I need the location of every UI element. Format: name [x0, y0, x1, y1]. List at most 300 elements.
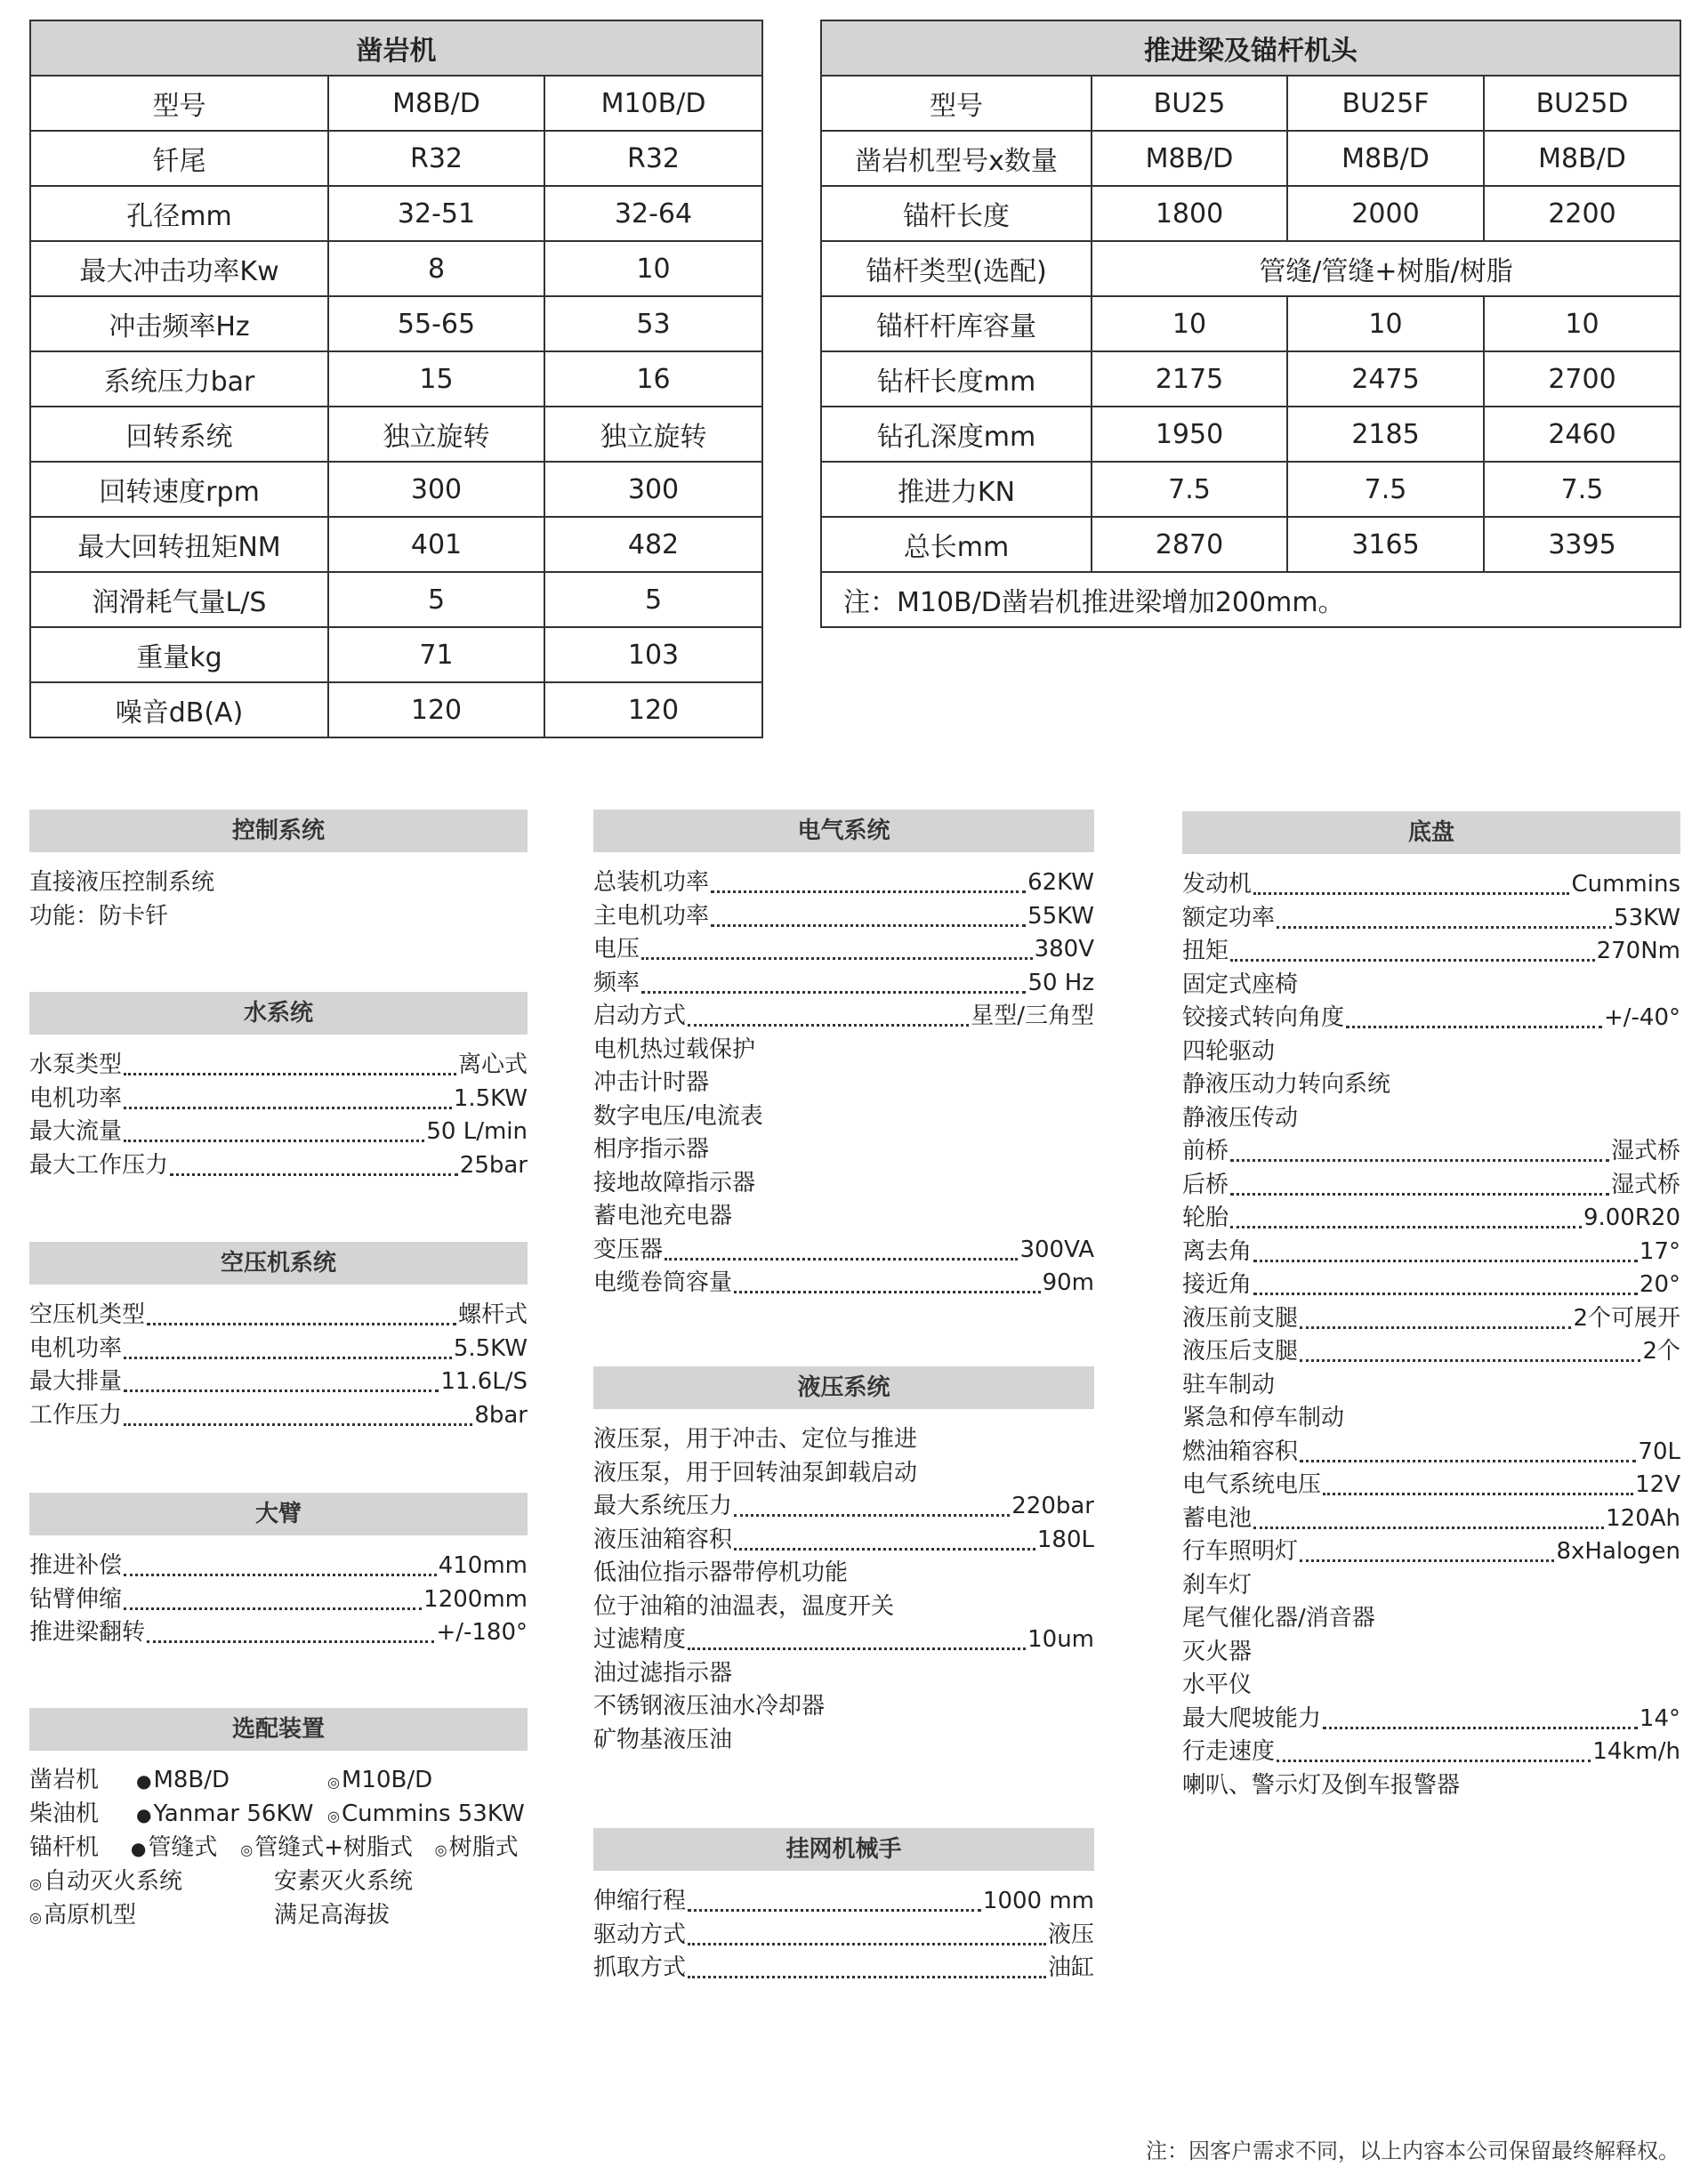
row-label: 推进力KN — [821, 462, 1092, 517]
spec-item — [593, 933, 1094, 967]
option-row — [29, 1831, 528, 1865]
option-row — [29, 1797, 528, 1831]
spec-item — [1182, 1135, 1680, 1169]
table-row — [821, 241, 1680, 296]
cell-value: 5 — [544, 572, 762, 627]
spec-label: 不锈钢液压油水冷却器 — [593, 1693, 826, 1720]
spec-item — [593, 1690, 1094, 1724]
spec-label: 行走速度 — [1182, 1738, 1276, 1765]
spec-value: 液压 — [1047, 1921, 1094, 1948]
row-label: 钎尾 — [30, 131, 328, 186]
spec-label: 启动方式 — [593, 1003, 687, 1029]
cell-value: 10 — [1287, 296, 1484, 351]
option-item: 安素灭火系统 — [274, 1868, 414, 1895]
spec-value: 8xHalogen — [1556, 1538, 1680, 1565]
spec-label: 喇叭、警示灯及倒车报警器 — [1182, 1771, 1461, 1799]
boom-title: 大臂 — [29, 1493, 528, 1535]
dot-leader — [1300, 1559, 1554, 1562]
cell-value: 32-64 — [544, 186, 762, 241]
spec-value: 12V — [1635, 1471, 1680, 1498]
spec-item — [29, 1399, 528, 1433]
option-item: ◎ Cummins 53KW — [327, 1797, 523, 1831]
dot-leader — [1253, 892, 1569, 895]
spec-value: 1.5KW — [453, 1084, 528, 1112]
spec-label: 最大流量 — [29, 1118, 123, 1145]
dot-leader — [734, 1514, 1010, 1517]
spec-label: 最大系统压力 — [593, 1493, 733, 1519]
spec-label: 总装机功率 — [593, 869, 710, 896]
option-row — [29, 1763, 528, 1797]
table-row — [30, 407, 762, 462]
hydraulic-system-section — [593, 1366, 1094, 1757]
cell-value: 2700 — [1484, 351, 1680, 407]
spec-label: 蓄电池充电器 — [593, 1203, 733, 1229]
dot-leader — [1253, 1260, 1638, 1262]
cell-value: 独立旋转 — [328, 407, 544, 462]
table-row — [821, 517, 1680, 572]
spec-value: 10um — [1027, 1626, 1094, 1653]
spec-label: 变压器 — [593, 1236, 664, 1263]
spec-item — [1182, 1569, 1680, 1603]
cell-value: 53 — [544, 296, 762, 351]
spec-value: 14° — [1639, 1704, 1680, 1732]
spec-item — [1182, 1302, 1680, 1336]
spec-label: 空压机类型 — [29, 1301, 146, 1328]
spec-item — [1182, 1402, 1680, 1436]
spec-label: 油过滤指示器 — [593, 1659, 733, 1687]
spec-value: 17° — [1639, 1237, 1680, 1265]
spec-value: 62KW — [1027, 869, 1094, 896]
cell-value: 401 — [328, 517, 544, 572]
spec-item — [1182, 1102, 1680, 1136]
spec-label: 四轮驱动 — [1182, 1037, 1276, 1065]
dot-leader — [1230, 1193, 1609, 1196]
dot-leader — [688, 1647, 1026, 1650]
spec-label: 液压前支腿 — [1182, 1304, 1299, 1332]
spec-item — [593, 1100, 1094, 1134]
table-row — [821, 131, 1680, 186]
spec-label: 驻车制动 — [1182, 1371, 1276, 1398]
cell-value: 16 — [544, 351, 762, 407]
cell-value: 3395 — [1484, 517, 1680, 572]
options-section — [29, 1708, 528, 1932]
spec-item — [593, 1167, 1094, 1201]
spec-label: 冲击计时器 — [593, 1069, 710, 1096]
spec-item — [593, 967, 1094, 1001]
spec-value: 53KW — [1614, 904, 1680, 931]
spec-item — [1182, 1169, 1680, 1203]
spec-value: 50 Hz — [1027, 969, 1094, 996]
spec-label: 推进补偿 — [29, 1552, 123, 1579]
table-row — [30, 572, 762, 627]
dot-leader — [1323, 1727, 1638, 1729]
spec-label: 离去角 — [1182, 1237, 1253, 1265]
option-item: 锚杆机 — [29, 1834, 100, 1861]
cell-value: 71 — [328, 627, 544, 682]
cell-value: 2000 — [1287, 186, 1484, 241]
option-row — [29, 1898, 528, 1932]
spec-item — [1182, 868, 1680, 902]
spec-item — [593, 1952, 1094, 1986]
spec-item — [1182, 1769, 1680, 1803]
option-item: ● M8B/D — [136, 1763, 327, 1797]
option-item: ◎ 自动灭火系统 — [29, 1865, 274, 1898]
cell-value: 2475 — [1287, 351, 1484, 407]
cell-value: 2185 — [1287, 407, 1484, 462]
spec-value: 离心式 — [457, 1051, 528, 1078]
dot-leader — [688, 1976, 1046, 1978]
spec-line-text: 直接液压控制系统 — [29, 869, 215, 896]
table-note-row — [821, 572, 1680, 627]
dot-leader — [147, 1323, 456, 1325]
spec-item — [593, 1885, 1094, 1919]
spec-value: 2个 — [1642, 1338, 1680, 1365]
net-manipulator-section — [593, 1828, 1094, 1986]
table-row — [821, 351, 1680, 407]
spec-label: 最大爬坡能力 — [1182, 1704, 1322, 1732]
table-row — [30, 682, 762, 737]
row-label: 回转系统 — [30, 407, 328, 462]
cell-value: M10B/D — [544, 76, 762, 131]
spec-value: Cummins — [1571, 871, 1680, 898]
dot-leader — [1253, 1527, 1604, 1529]
spec-label: 水泵类型 — [29, 1051, 123, 1078]
row-label: 型号 — [30, 76, 328, 131]
spec-value: 25bar — [459, 1151, 528, 1179]
dot-leader — [1230, 959, 1595, 962]
cell-value: 管缝/管缝+树脂/树脂 — [1092, 241, 1680, 296]
spec-item — [1182, 1035, 1680, 1069]
spec-item — [593, 1524, 1094, 1558]
option-item: 柴油机 — [29, 1800, 100, 1827]
cell-value: 1800 — [1092, 186, 1287, 241]
row-label: 系统压力bar — [30, 351, 328, 407]
cell-value: 2870 — [1092, 517, 1287, 572]
spec-label: 静液压动力转向系统 — [1182, 1071, 1391, 1098]
spec-label: 接近角 — [1182, 1271, 1253, 1298]
cell-value: 300 — [328, 462, 544, 517]
cell-value: 2460 — [1484, 407, 1680, 462]
spec-value: 270Nm — [1596, 938, 1680, 964]
row-label: 钻孔深度mm — [821, 407, 1092, 462]
spec-value: 300VA — [1019, 1236, 1094, 1263]
row-label: 孔径mm — [30, 186, 328, 241]
table-row — [821, 76, 1680, 131]
spec-value: 180L — [1036, 1526, 1094, 1553]
spec-item — [1182, 1602, 1680, 1636]
row-label: 锚杆类型(选配) — [821, 241, 1092, 296]
spec-item — [593, 1000, 1094, 1034]
spec-label: 扭矩 — [1182, 938, 1229, 964]
spec-value: 50 L/min — [426, 1118, 528, 1145]
cell-value: R32 — [328, 131, 544, 186]
cell-value: 10 — [544, 241, 762, 296]
spec-label: 最大工作压力 — [29, 1151, 169, 1179]
spec-item — [593, 1623, 1094, 1657]
cell-value: 7.5 — [1092, 462, 1287, 517]
spec-item — [593, 1133, 1094, 1167]
electrical-system-section — [593, 810, 1094, 1301]
spec-item — [29, 1583, 528, 1617]
spec-label: 伸缩行程 — [593, 1888, 687, 1914]
cell-value: 7.5 — [1484, 462, 1680, 517]
dot-leader — [1277, 926, 1612, 929]
option-item: 凿岩机 — [29, 1767, 100, 1793]
spec-value: 55KW — [1027, 902, 1094, 930]
spec-item — [1182, 935, 1680, 969]
spec-item — [29, 1299, 528, 1333]
spec-label: 刹车灯 — [1182, 1571, 1253, 1599]
cell-value: BU25D — [1484, 76, 1680, 131]
dot-leader — [124, 1423, 472, 1426]
spec-label: 固定式座椅 — [1182, 971, 1299, 998]
spec-label: 前桥 — [1182, 1138, 1229, 1164]
water-system-section — [29, 992, 528, 1182]
spec-value: 14km/h — [1592, 1738, 1680, 1765]
spec-item — [1182, 1736, 1680, 1769]
cell-value: M8B/D — [1092, 131, 1287, 186]
row-label: 冲击频率Hz — [30, 296, 328, 351]
spec-value: 9.00R20 — [1583, 1204, 1680, 1231]
spec-label: 接地故障指示器 — [593, 1169, 756, 1196]
spec-item — [29, 1149, 528, 1183]
spec-value: 湿式桥 — [1610, 1171, 1680, 1198]
electrical-system-title: 电气系统 — [593, 810, 1094, 852]
air-compressor-title: 空压机系统 — [29, 1242, 528, 1285]
spec-label: 低油位指示器带停机功能 — [593, 1559, 849, 1586]
dot-leader — [124, 1107, 452, 1109]
cell-value: 120 — [328, 682, 544, 737]
cell-value: 15 — [328, 351, 544, 407]
spec-item — [1182, 1703, 1680, 1736]
footer-disclaimer: 注：因客户需求不同，以上内容本公司保留最终解释权。 — [1146, 2139, 1680, 2163]
table-row — [30, 462, 762, 517]
table-row — [30, 186, 762, 241]
dot-leader — [1346, 1026, 1602, 1028]
spec-item — [29, 1083, 528, 1116]
spec-item — [1182, 1269, 1680, 1302]
cell-value: 7.5 — [1287, 462, 1484, 517]
option-row — [29, 1865, 528, 1898]
spec-item — [1182, 1335, 1680, 1369]
spec-item — [593, 1457, 1094, 1491]
cell-value: 5 — [328, 572, 544, 627]
spec-label: 发动机 — [1182, 871, 1253, 898]
spec-item — [1182, 1502, 1680, 1536]
dot-leader — [124, 1574, 437, 1576]
spec-label: 电机热过载保护 — [593, 1035, 756, 1063]
spec-label: 液压油箱容积 — [593, 1526, 733, 1553]
table-row — [30, 76, 762, 131]
spec-item — [593, 1724, 1094, 1758]
row-label: 回转速度rpm — [30, 462, 328, 517]
dot-leader — [1277, 1760, 1591, 1762]
cell-value: M8B/D — [1287, 131, 1484, 186]
feed-beam-table — [820, 20, 1681, 628]
spec-label: 蓄电池 — [1182, 1504, 1253, 1532]
spec-item — [29, 1365, 528, 1399]
dot-leader — [1253, 1293, 1638, 1295]
dot-leader — [124, 1073, 456, 1075]
spec-item — [593, 1423, 1094, 1457]
spec-item — [593, 1557, 1094, 1591]
spec-label: 相序指示器 — [593, 1136, 710, 1163]
feed-beam-title: 推进梁及锚杆机头 — [821, 20, 1680, 76]
spec-value: 1200mm — [423, 1585, 528, 1613]
spec-label: 驱动方式 — [593, 1921, 687, 1948]
spec-item — [1182, 1068, 1680, 1102]
spec-item — [29, 1616, 528, 1650]
table-row — [821, 296, 1680, 351]
dot-leader — [734, 1548, 1035, 1551]
spec-label: 轮胎 — [1182, 1204, 1229, 1231]
row-label: 钻杆长度mm — [821, 351, 1092, 407]
spec-label: 紧急和停车制动 — [1182, 1405, 1345, 1431]
dot-leader — [711, 890, 1026, 893]
dot-leader — [1300, 1460, 1636, 1462]
spec-value: 220bar — [1011, 1493, 1094, 1519]
spec-item — [1182, 1669, 1680, 1703]
row-label: 总长mm — [821, 517, 1092, 572]
spec-value: 20° — [1639, 1271, 1680, 1298]
row-label: 润滑耗气量L/S — [30, 572, 328, 627]
dot-leader — [641, 957, 1033, 960]
spec-label: 钻臂伸缩 — [29, 1585, 123, 1613]
dot-leader — [1323, 1493, 1633, 1495]
spec-item — [593, 1200, 1094, 1234]
cell-value: 10 — [1484, 296, 1680, 351]
row-label: 重量kg — [30, 627, 328, 682]
table-row — [821, 407, 1680, 462]
spec-item — [29, 1333, 528, 1366]
spec-item — [1182, 1636, 1680, 1670]
dot-leader — [124, 1607, 422, 1610]
table-row — [821, 186, 1680, 241]
row-label: 型号 — [821, 76, 1092, 131]
spec-label: 灭火器 — [1182, 1638, 1253, 1665]
spec-label: 位于油箱的油温表，温度开关 — [593, 1592, 895, 1620]
dot-leader — [1300, 1359, 1640, 1362]
dot-leader — [147, 1640, 434, 1643]
spec-item — [593, 1919, 1094, 1953]
spec-label: 过滤精度 — [593, 1626, 687, 1653]
spec-item — [593, 1490, 1094, 1524]
cell-value: R32 — [544, 131, 762, 186]
spec-item — [593, 1067, 1094, 1100]
spec-label: 频率 — [593, 969, 640, 996]
water-system-title: 水系统 — [29, 992, 528, 1035]
spec-value: 380V — [1034, 936, 1094, 963]
dot-leader — [170, 1173, 458, 1176]
spec-label: 矿物基液压油 — [593, 1726, 733, 1753]
spec-label: 主电机功率 — [593, 902, 710, 930]
spec-item — [593, 1591, 1094, 1624]
cell-value: 2175 — [1092, 351, 1287, 407]
spec-value: 8bar — [474, 1401, 528, 1429]
cell-value: 8 — [328, 241, 544, 296]
row-label: 凿岩机型号x数量 — [821, 131, 1092, 186]
spec-item — [1182, 969, 1680, 1003]
spec-item — [1182, 1202, 1680, 1236]
spec-label: 抓取方式 — [593, 1954, 687, 1981]
spec-label: 尾气催化器/消音器 — [1182, 1605, 1375, 1631]
dot-leader — [1300, 1326, 1571, 1329]
cell-value: 120 — [544, 682, 762, 737]
control-system-title: 控制系统 — [29, 810, 528, 852]
spec-item — [593, 1234, 1094, 1268]
cell-value: M8B/D — [1484, 131, 1680, 186]
spec-value: 湿式桥 — [1610, 1138, 1680, 1164]
spec-value: 11.6L/S — [440, 1368, 528, 1395]
table-row — [30, 517, 762, 572]
dot-leader — [641, 991, 1026, 994]
spec-line — [29, 900, 528, 934]
spec-value: 油缸 — [1047, 1954, 1094, 1981]
row-label: 锚杆杆库容量 — [821, 296, 1092, 351]
option-item: ◎ 树脂式 — [435, 1831, 528, 1865]
spec-value: 2个可展开 — [1573, 1304, 1680, 1332]
spec-label: 铰接式转向角度 — [1182, 1004, 1345, 1031]
cell-value: 独立旋转 — [544, 407, 762, 462]
option-item: ● Yanmar 56KW — [136, 1797, 327, 1831]
spec-item — [1182, 902, 1680, 936]
row-label: 锚杆长度 — [821, 186, 1092, 241]
cell-value: 103 — [544, 627, 762, 682]
dot-leader — [1230, 1226, 1582, 1229]
dot-leader — [124, 1140, 424, 1142]
spec-value: 90m — [1042, 1269, 1094, 1296]
option-item: ● 管缝式 — [131, 1831, 240, 1865]
spec-value: +/-180° — [436, 1619, 528, 1646]
cell-value: 32-51 — [328, 186, 544, 241]
control-system-section — [29, 810, 528, 933]
spec-label: 行车照明灯 — [1182, 1538, 1299, 1565]
table-row — [30, 241, 762, 296]
cell-value: 2200 — [1484, 186, 1680, 241]
spec-value: 120Ah — [1606, 1504, 1680, 1532]
spec-label: 工作压力 — [29, 1401, 123, 1429]
cell-value: 3165 — [1287, 517, 1484, 572]
spec-value: 螺杆式 — [457, 1301, 528, 1328]
dot-leader — [124, 1390, 439, 1392]
cell-value: 482 — [544, 517, 762, 572]
dot-leader — [124, 1357, 452, 1359]
cell-value: 1950 — [1092, 407, 1287, 462]
spec-label: 燃油箱容积 — [1182, 1438, 1299, 1465]
spec-label: 液压后支腿 — [1182, 1338, 1299, 1365]
spec-label: 电压 — [593, 936, 640, 963]
table-row — [30, 351, 762, 407]
spec-item — [593, 1034, 1094, 1067]
spec-label: 电机功率 — [29, 1334, 123, 1362]
spec-item — [1182, 1469, 1680, 1502]
hydraulic-system-title: 液压系统 — [593, 1366, 1094, 1409]
table-row — [30, 627, 762, 682]
chassis-title: 底盘 — [1182, 811, 1680, 854]
spec-label: 最大排量 — [29, 1368, 123, 1395]
feed-beam-note: 注：M10B/D凿岩机推进梁增加200mm。 — [821, 572, 1680, 627]
spec-label: 推进梁翻转 — [29, 1619, 146, 1646]
table-row — [821, 462, 1680, 517]
spec-line — [29, 866, 528, 900]
spec-value: +/-40° — [1603, 1004, 1680, 1031]
table-row — [30, 131, 762, 186]
row-label: 最大回转扭矩NM — [30, 517, 328, 572]
spec-item — [1182, 1369, 1680, 1403]
spec-value: 1000 mm — [982, 1888, 1094, 1914]
cell-value: 55-65 — [328, 296, 544, 351]
dot-leader — [665, 1258, 1018, 1261]
